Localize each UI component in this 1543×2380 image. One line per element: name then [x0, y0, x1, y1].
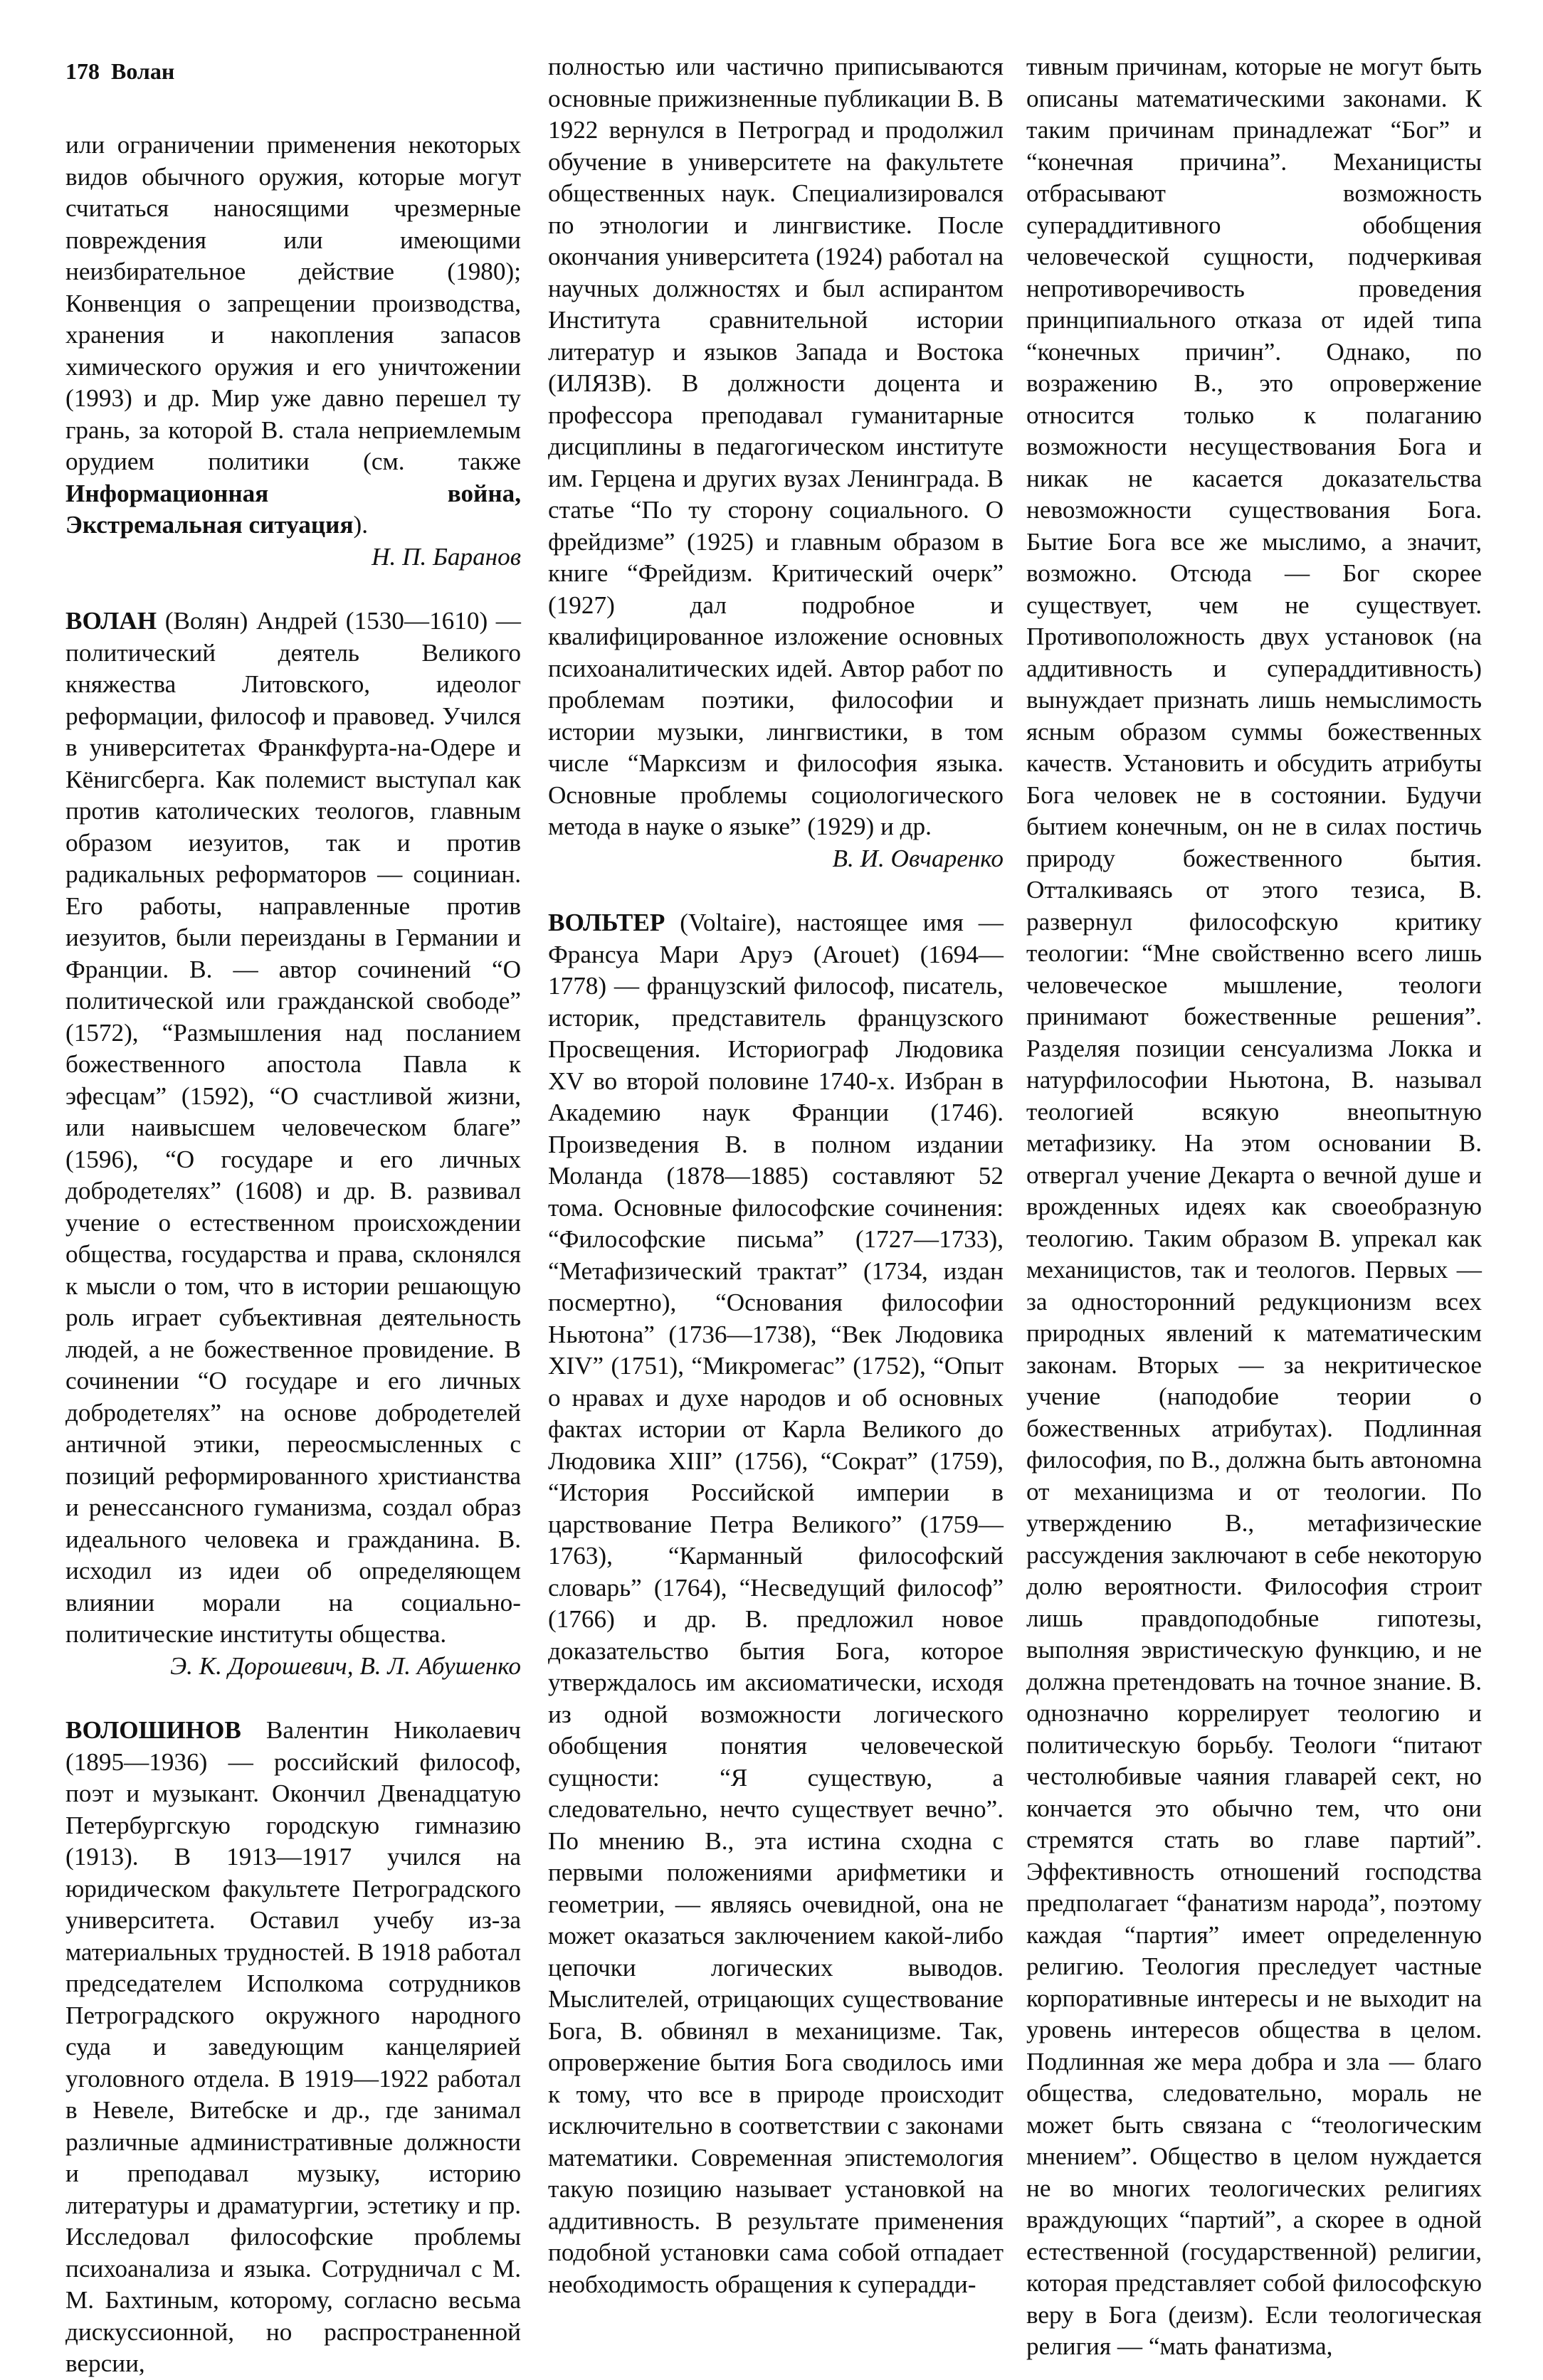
headword: ВОЛЬТЕР [548, 909, 665, 936]
entry-text: Валентин Николаевич (1895—1936) — российский философ, поэт и музыкант. Окончил Двенадцатую Петербургскую городскую гимназию (1913). В 1913—1917 учился на юридическом факультете Петроградского университета. Оставил учебу из-за материальных трудностей. В 1918 работал председателем Исполкома сотрудников Петроградского окружного народного суда и заведующим канцелярией уголовного отдела. В 1919—1922 работал в Невеле, Витебске и др., где занимал различные административные должности и преподавал музыку, историю литературы и драматургии, эстетику и пр. Исследовал философские проблемы психоанализа и языка. Сотрудничал с М. М. Бахтиным, которому, согласно весьма дискуссионной, но распространенной версии, [65, 1716, 521, 2377]
entry-text: (Voltaire), настоящее имя — Франсуа Мари Аруэ (Arouet) (1694—1778) — французский философ, писатель, историк, представитель французского Просвещения. Историограф Людовика XV во второй половине 1740-х. Избран в Академию наук Франции (1746). Произведения В. в полном издании Моланда (1878—1885) составляют 52 тома. Основные философские сочинения: “Философские письма” (1727—1733), “Метафизический трактат” (1734, издан посмертно), “Основания философии Ньютона” (1736—1738), “Век Людовика XIV” (1751), “Микромегас” (1752), “Опыт о нравах и духе народов и об основных фактах истории от Карла Великого до Людовика XIII” (1756), “Сократ” (1759), “История Российской империи в царствование Петра Великого” (1759—1763), “Карманный философский словарь” (1764), “Несведущий философ” (1766) и др. В. предложил новое доказательство бытия Бога, которое утверждалось им аксиоматически, исходя из одной возможности логического обобщения понятия человеческой сущности: “Я существую, а следовательно, нечто существует вечно”. По мнению В., эта истина сходна с первыми положениями арифметики и геометрии, — являясь очевидной, она не может оказаться заключением какой-либо цепочки логических выводов. Мыслителей, отрицающих существование Бога, В. обвинял в механицизме. Так, опровержение бытия Бога сводилось ими к тому, что все в природе происходит исключительно в соответствии с законами математики. Современная эпистемология такую позицию называет установкой на аддитивность. В результате применения подобной установки сама собой отпадает необходимость обращения к суперадди- [548, 909, 1004, 2298]
page-header [65, 58, 174, 85]
author-signature: Э. К. Дорошевич, В. Л. Абушенко [170, 1651, 521, 1680]
entry-text: (Волян) Андрей (1530—1610) — политический деятель Великого княжества Литовского, идеолог реформации, философ и правовед. Учился в университетах Франкфурта-на-Одере и Кёнигсберга. Как полемист выступал как против католических теологов, главным образом иезуитов, так и против радикальных реформаторов — социниан. Его работы, направленные против иезуитов, были переизданы в Германии и Франции. В. — автор сочинений “О политической или гражданской свободе” (1572), “Размышления над посланием божественного апостола Павла к эфесцам” (1592), “О счастливой жизни, или наивысшем человеческом благе” (1596), “О государе и его личных добродетелях” (1608) и др. В. развивал учение о естественном происхождении общества, государства и права, склонялся к мысли о том, что в истории решающую роль играет субъективная деятельность людей, а не божественное провидение. В сочинении “О государе и его личных добродетелях” на основе добродетелей античной этики, переосмысленных с позиций реформированного христианства и ренессансного гуманизма, создал образ идеального человека и гражданина. В. исходил из идеи об определяющем влиянии морали на социально-политические институты общества. [65, 607, 521, 1648]
page-number: 178 [65, 58, 100, 84]
author-signature: В. И. Овчаренко [832, 844, 1004, 872]
running-title: Волан [111, 58, 175, 84]
headword: ВОЛАН [65, 607, 157, 635]
author-signature: Н. П. Баранов [372, 542, 521, 571]
paragraph [65, 129, 521, 541]
entry-voltaire [548, 907, 1004, 2300]
paragraph: полностью или частично приписываются основные прижизненные публикации В. В 1922 вернулся в Петроград и продолжил обучение в университете на факультете общественных наук. Специализировался по этнологии и лингвистике. После окончания университета (1924) работал на научных должностях и был аспирантом Института сравнительной истории литератур и языков Запада и Востока (ИЛЯЗВ). В должности доцента и профессора преподавал гуманитарные дисциплины в педагогическом институте им. Герцена и других вузах Ленинграда. В статье “По ту сторону социального. О фрейдизме” (1925) и главным образом в книге “Фрейдизм. Критический очерк” (1927) дал подробное и квалифицированное изложение основных психоаналитических идей. Автор работ по проблемам поэтики, философии и истории музыки, лингвистики, в том числе “Марксизм и философия языка. Основные проблемы социологического метода в науке о языке” (1929) и др. [548, 53, 1004, 840]
column-2 [548, 51, 1004, 2300]
paragraph-text: ). [353, 511, 368, 539]
paragraph: тивным причинам, которые не могут быть описаны математическими законами. К таким причинам принадлежат “Бог” и “конечная причина”. Механицисты отбрасывают возможность супераддитивного обобщения человеческой сущности, подчеркивая непротиворечивость проведения принципиального отказа от идей типа “конечных причин”. Однако, по возражению В., это опровержение относится только к полаганию возможности несуществования Бога и никак не касается доказательства невозможности существования Бога. Бытие Бога все же мыслимо, а значит, возможно. Отсюда — Бог скорее существует, чем не существует. Противоположность двух установок (на аддитивность и супераддитивность) вынуждает признать лишь немыслимость ясным образом суммы божественных качеств. Установить и обсудить атрибуты Бога человек не в состоянии. Будучи бытием конечным, он не в силах постичь природу божественного бытия. Отталкиваясь от этого тезиса, В. развернул философскую критику теологии: “Мне свойственно всего лишь человеческое мышление, теологи принимают божественные решения”. Разделяя позиции сенсуализма Локка и натурфилософии Ньютона, В. называл теологией всякую внеопытную метафизику. На этом основании В. отвергал учение Декарта о вечной душе и врожденных идеях как своеобразную теологию. Таким образом В. упрекал как механицистов, так и теологов. Первых — за односторонний редукционизм всех природных явлений к математическим законам. Вторых — за некритическое учение (наподобие теории о божественных атрибутах). Подлинная философия, по В., должна быть автономна от механицизма и от теологии. По утверждению В., метафизические рассуждения заключают в себе некоторую долю вероятности. Философия строит лишь правдоподобные гипотезы, выполняя эвристическую функцию, и не должна претендовать на точное знание. В. однозначно коррелирует теологию и политическую борьбу. Теологи “питают честолюбивые чаяния главарей сект, но кончается это обычно тем, что они стремятся стать во главе партий”. Эффективность отношений господства предполагает “фанатизм народа”, поэтому каждая “партия” имеет определенную религию. Теология преследует частные корпоративные интересы и не выходит на уровень интересов общества в целом. Подлинная же мера добра и зла — благо общества, следовательно, мораль не может быть связана с “теологическим мнением”. Общество в целом нуждается не во многих теологических религиях враждующих “партий”, а скорее в одной естественной (государственной) религии, которая представляет собой философскую веру в Бога (деизм). Если теологическая религия — “мать фанатизма, [1026, 53, 1482, 2360]
column-1 [65, 129, 521, 2380]
entry-volan [65, 605, 521, 1651]
headword: ВОЛОШИНОВ [65, 1716, 241, 1744]
column-3 [1026, 51, 1482, 2363]
paragraph-text: или ограничении применения некоторых видов обычного оружия, которые могут считаться наносящими чрезмерные повреждения или имеющими неизбирательное действие (1980); Конвенция о запрещении производства, хранения и накопления запасов химического оружия и его уничтожении (1993) и др. Мир уже давно перешел ту грань, за которой В. стала неприемлемым орудием политики (см. также [65, 131, 521, 475]
entry-voloshinov [65, 1715, 521, 2380]
cross-reference: Информационная война, Экстремальная ситуация [65, 479, 521, 539]
